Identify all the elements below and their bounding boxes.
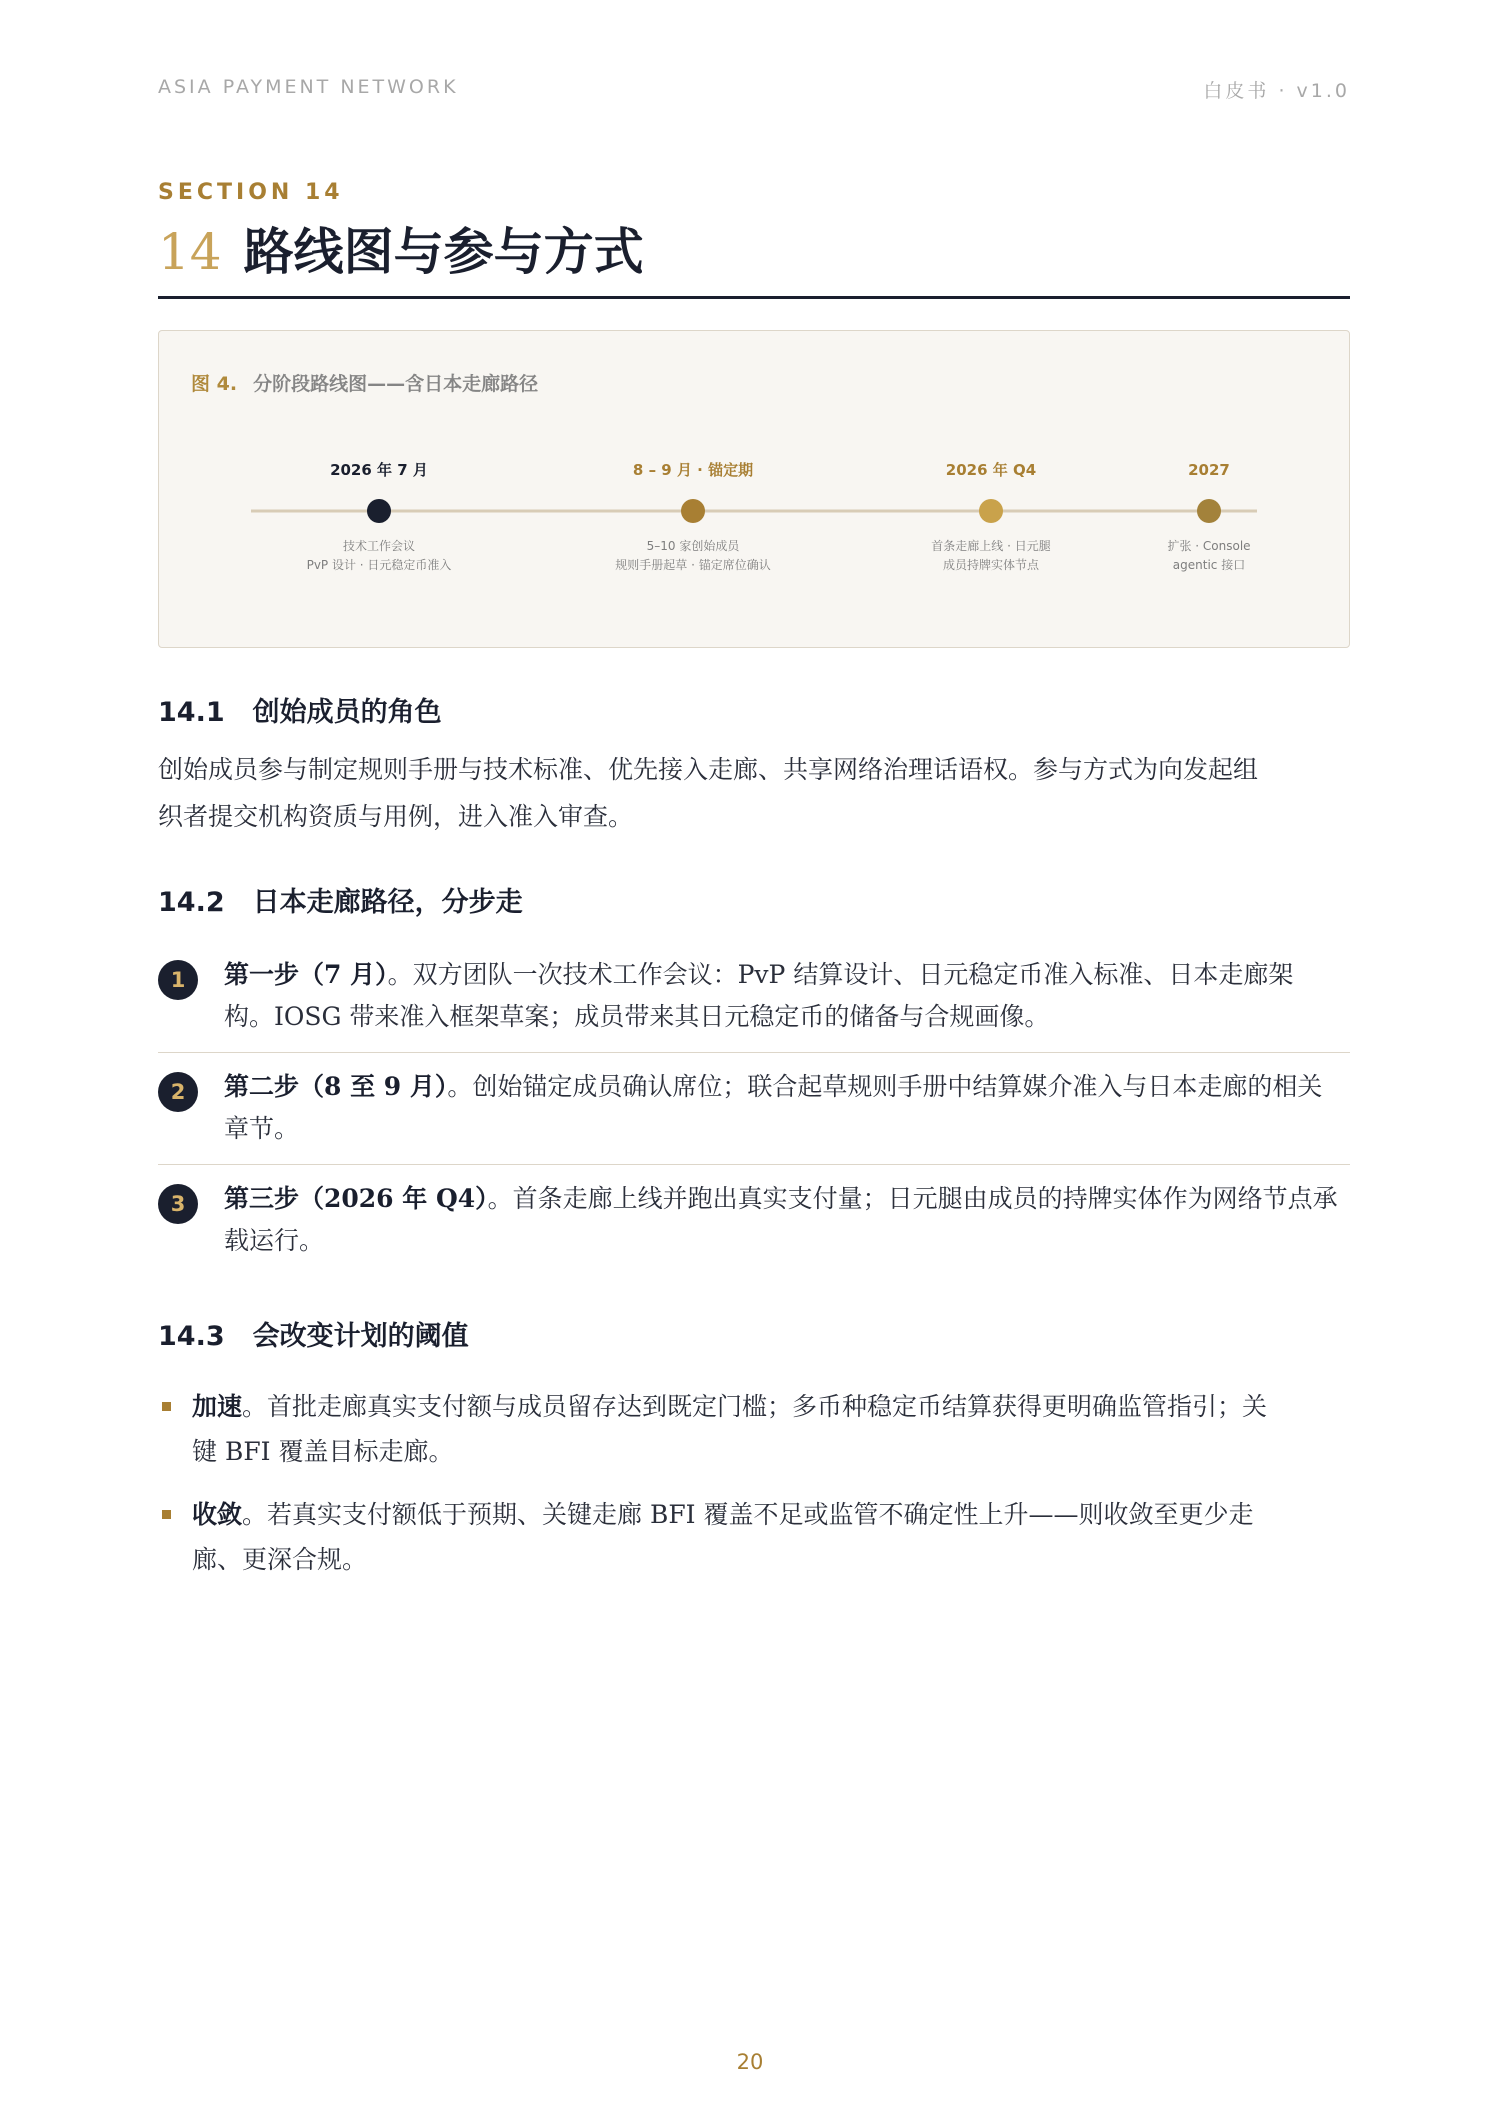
step-number-badge: 2 [158, 1072, 198, 1112]
subsection-number: 14.2 [158, 887, 225, 918]
step-divider [158, 1164, 1350, 1165]
milestone-description: 首条走廊上线 · 日元腿 [931, 539, 1051, 553]
page-number: 20 [736, 2050, 764, 2074]
bullet-text [192, 1492, 1350, 1582]
milestone-description: 5–10 家创始成员 [646, 539, 740, 553]
paragraph-founding-members [158, 746, 1350, 840]
paragraph-line: 织者提交机构资质与用例，进入准入审查。 [158, 802, 634, 831]
step-lead: 第二步（8 至 9 月） [224, 1072, 448, 1101]
bullet-line: 廊、更深合规。 [192, 1545, 368, 1574]
bullet-lead: 收敛 [192, 1500, 243, 1529]
bullet-line [192, 1384, 1350, 1429]
milestone-date: 2026 年 Q4 [945, 461, 1037, 479]
milestone-date: 2027 [1188, 461, 1230, 479]
milestone-description: 扩张 · Console [1167, 539, 1251, 553]
figure-number: 图 4. [191, 373, 238, 395]
subsection-title: 日本走廊路径，分步走 [252, 887, 523, 918]
step-line-text: 。双方团队一次技术工作会议：PvP 结算设计、日元稳定币准入标准、日本走廊架 [387, 960, 1294, 989]
bullet-line-text: 。若真实支付额低于预期、关键走廊 BFI 覆盖不足或监管不确定性上升——则收敛至更少走 [242, 1500, 1254, 1529]
milestone-dot [1197, 499, 1221, 523]
step-lead: 第一步（7 月） [224, 960, 388, 989]
roadmap-figure [158, 330, 1350, 648]
subsection-number: 14.3 [158, 1321, 225, 1352]
step-text [224, 1178, 1350, 1262]
square-bullet-icon [162, 1510, 171, 1519]
milestone-description: 规则手册起草 · 锚定席位确认 [615, 558, 771, 572]
step-line [224, 1066, 1350, 1108]
subsection-title: 创始成员的角色 [252, 697, 442, 728]
step-line: 载运行。 [224, 1226, 325, 1255]
bullet-text [192, 1384, 1350, 1474]
milestone-dot [681, 499, 705, 523]
subsection-heading-14-2 [158, 880, 523, 919]
subsection-title: 会改变计划的阈值 [252, 1321, 469, 1352]
figure-caption-text: 分阶段路线图——含日本走廊路径 [253, 373, 539, 395]
milestone-date: 2026 年 7 月 [330, 461, 428, 479]
milestone-dot [367, 499, 391, 523]
milestone-dot [979, 499, 1003, 523]
step-line: 章节。 [224, 1114, 300, 1143]
square-bullet-icon [162, 1402, 171, 1411]
section-number: 14 [158, 223, 222, 281]
step-number-badge: 1 [158, 960, 198, 1000]
subsection-number: 14.1 [158, 697, 225, 728]
bullet-lead: 加速 [192, 1392, 243, 1421]
roadmap-timeline [159, 331, 1349, 647]
running-header-right: 白皮书 · v1.0 [1203, 80, 1350, 102]
milestone-date: 8 – 9 月 · 锚定期 [632, 461, 754, 479]
step-line-text: 。首条走廊上线并跑出真实支付量；日元腿由成员的持牌实体作为网络节点承 [487, 1184, 1338, 1213]
step-line-text: 。创始锚定成员确认席位；联合起草规则手册中结算媒介准入与日本走廊的相关 [447, 1072, 1323, 1101]
bullet-line [192, 1492, 1350, 1537]
step-text [224, 1066, 1350, 1150]
step-lead: 第三步（2026 年 Q4） [224, 1184, 488, 1213]
milestone-description: 技术工作会议 [342, 539, 416, 553]
milestone-description: 成员持牌实体节点 [942, 558, 1040, 572]
subsection-heading-14-3 [158, 1314, 469, 1353]
section-title-row [158, 220, 1350, 299]
step-line [224, 1178, 1350, 1220]
section-label: SECTION 14 [158, 180, 344, 205]
subsection-heading-14-1 [158, 690, 442, 729]
milestone-description: agentic 接口 [1172, 558, 1246, 572]
bullet-line: 键 BFI 覆盖目标走廊。 [192, 1437, 454, 1466]
step-line [224, 954, 1350, 996]
bullet-line-text: 。首批走廊真实支付额与成员留存达到既定门槛；多币种稳定币结算获得更明确监管指引；关 [242, 1392, 1268, 1421]
milestone-description: PvP 设计 · 日元稳定币准入 [306, 558, 452, 572]
step-text [224, 954, 1350, 1038]
section-title: 路线图与参与方式 [243, 223, 644, 281]
step-divider [158, 1052, 1350, 1053]
step-line: 构。IOSG 带来准入框架草案；成员带来其日元稳定币的储备与合规画像。 [224, 1002, 1050, 1031]
running-header-left: ASIA PAYMENT NETWORK [158, 76, 459, 98]
paragraph-line: 创始成员参与制定规则手册与技术标准、优先接入走廊、共享网络治理话语权。参与方式为向发起组 [158, 755, 1259, 784]
step-number-badge: 3 [158, 1184, 198, 1224]
